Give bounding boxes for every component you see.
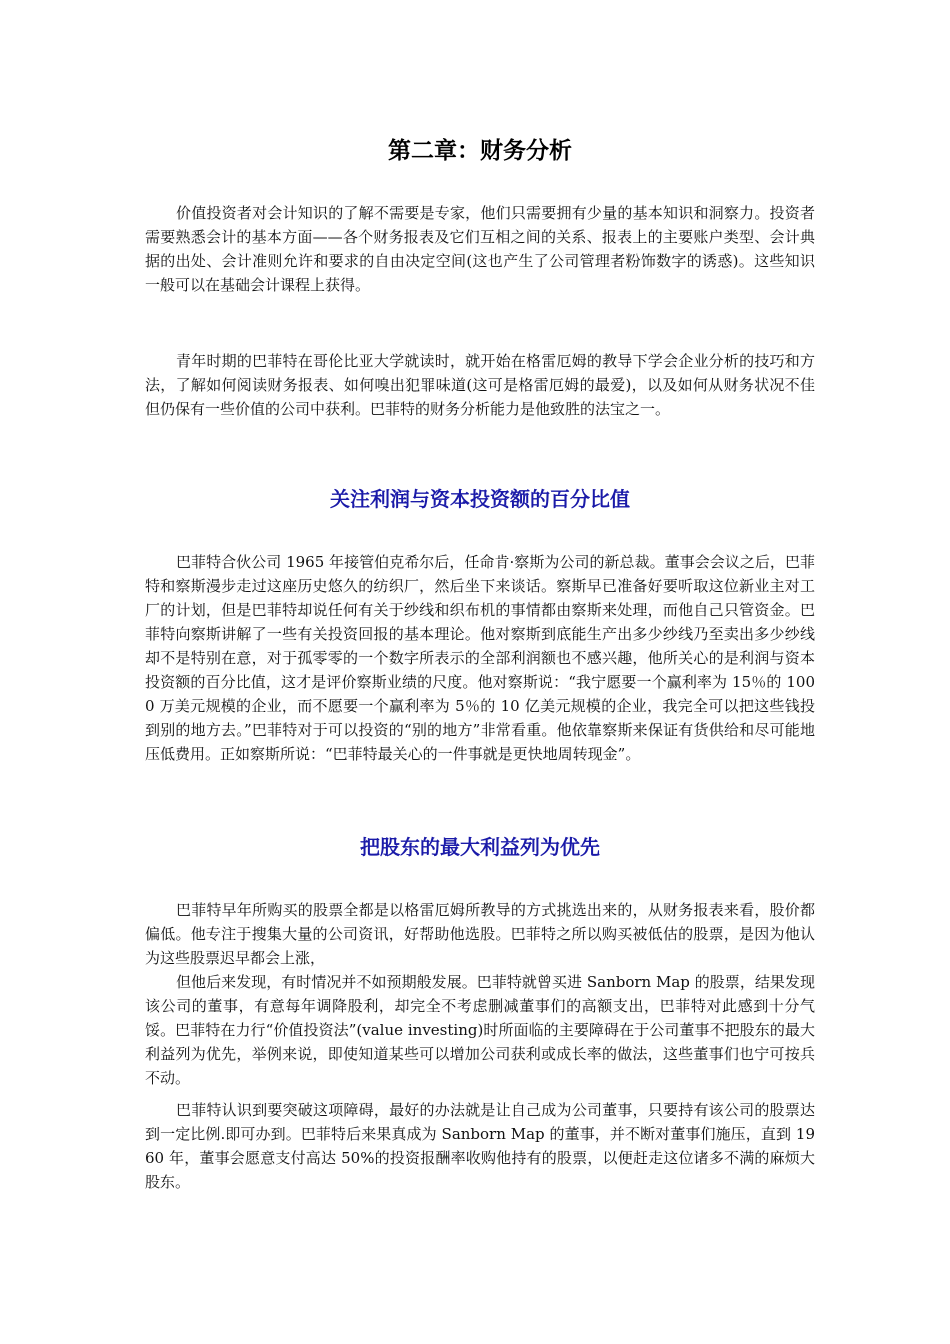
intro-paragraph-1: 价值投资者对会计知识的了解不需要是专家，他们只需要拥有少量的基本知识和洞察力。投资者需要熟悉会计的基本方面——各个财务报表及它们互相之间的关系、报表上的主要账户类型、会计典据的出处、会计准则允许和要求的自由决定空间(这也产生了公司管理者粉饰数字的诱惑)。这些知识一般可以在基础会计课程上获得。 [145, 204, 815, 294]
section2-paragraph-1: 巴菲特早年所购买的股票全都是以格雷厄姆所教导的方式挑选出来的，从财务报表来看，股价都偏低。他专注于搜集大量的公司资讯，好帮助他选股。巴菲特之所以购买被低估的股票，是因为他认为这些股票迟早都会上涨， [145, 901, 815, 967]
section2-paragraph-3: 巴菲特认识到要突破这项障碍，最好的办法就是让自己成为公司董事，只要持有该公司的股票达到一定比例.即可办到。巴菲特后来果真成为 Sanborn Map 的董事，并不断对董事们施压，直到 1960 年，董事会愿意支付高达 50%的投资报酬率收购他持有的股票，以便赶走这位诸多不满的麻烦大股东。 [145, 1101, 815, 1191]
intro-paragraph-2: 青年时期的巴菲特在哥伦比亚大学就读时，就开始在格雷厄姆的教导下学会企业分析的技巧和方法，了解如何阅读财务报表、如何嗅出犯罪味道(这可是格雷厄姆的最爱)，以及如何从财务状况不佳但仍保有一些价值的公司中获利。巴菲特的财务分析能力是他致胜的法宝之一。 [145, 352, 815, 418]
section1-paragraph-1: 巴菲特合伙公司 1965 年接管伯克希尔后，任命肯·察斯为公司的新总裁。董事会会议之后，巴菲特和察斯漫步走过这座历史悠久的纺织厂，然后坐下来谈话。察斯早已准备好要听取这位新业主对工厂的计划，但是巴菲特却说任何有关于纱线和织布机的事情都由察斯来处理，而他自己只管资金。巴菲特向察斯讲解了一些有关投资回报的基本理论。他对察斯到底能生产出多少纱线乃至卖出多少纱线却不是特别在意，对于孤零零的一个数字所表示的全部利润额也不感兴趣，他所关心的是利润与资本投资额的百分比值，这才是评价察斯业绩的尺度。他对察斯说：“我宁愿要一个赢利率为 15％的 1000 万美元规模的企业，而不愿要一个赢利率为 5％的 10 亿美元规模的企业，我完全可以把这些钱投到别的地方去。”巴菲特对于可以投资的“别的地方”非常看重。他依靠察斯来保证有货供给和尽可能地压低费用。正如察斯所说：“巴菲特最关心的一件事就是更快地周转现金”。 [145, 553, 815, 763]
section-heading-shareholder-interest: 把股东的最大利益列为优先 [360, 835, 600, 859]
chapter-title: 第二章：财务分析 [388, 138, 572, 164]
section-heading-profit-ratio: 关注利润与资本投资额的百分比值 [330, 487, 630, 511]
section2-paragraph-2: 但他后来发现，有时情况并不如预期般发展。巴菲特就曾买进 Sanborn Map 的股票，结果发现该公司的董事，有意每年调降股利，却完全不考虑删减董事们的高额支出，巴菲特对此感到十分气馁。巴菲特在力行“价值投资法”(value investing)时所面临的主要障碍在于公司董事不把股东的最大利益列为优先，举例来说，即使知道某些可以增加公司获利或成长率的做法，这些董事们也宁可按兵不动。 [145, 973, 815, 1087]
